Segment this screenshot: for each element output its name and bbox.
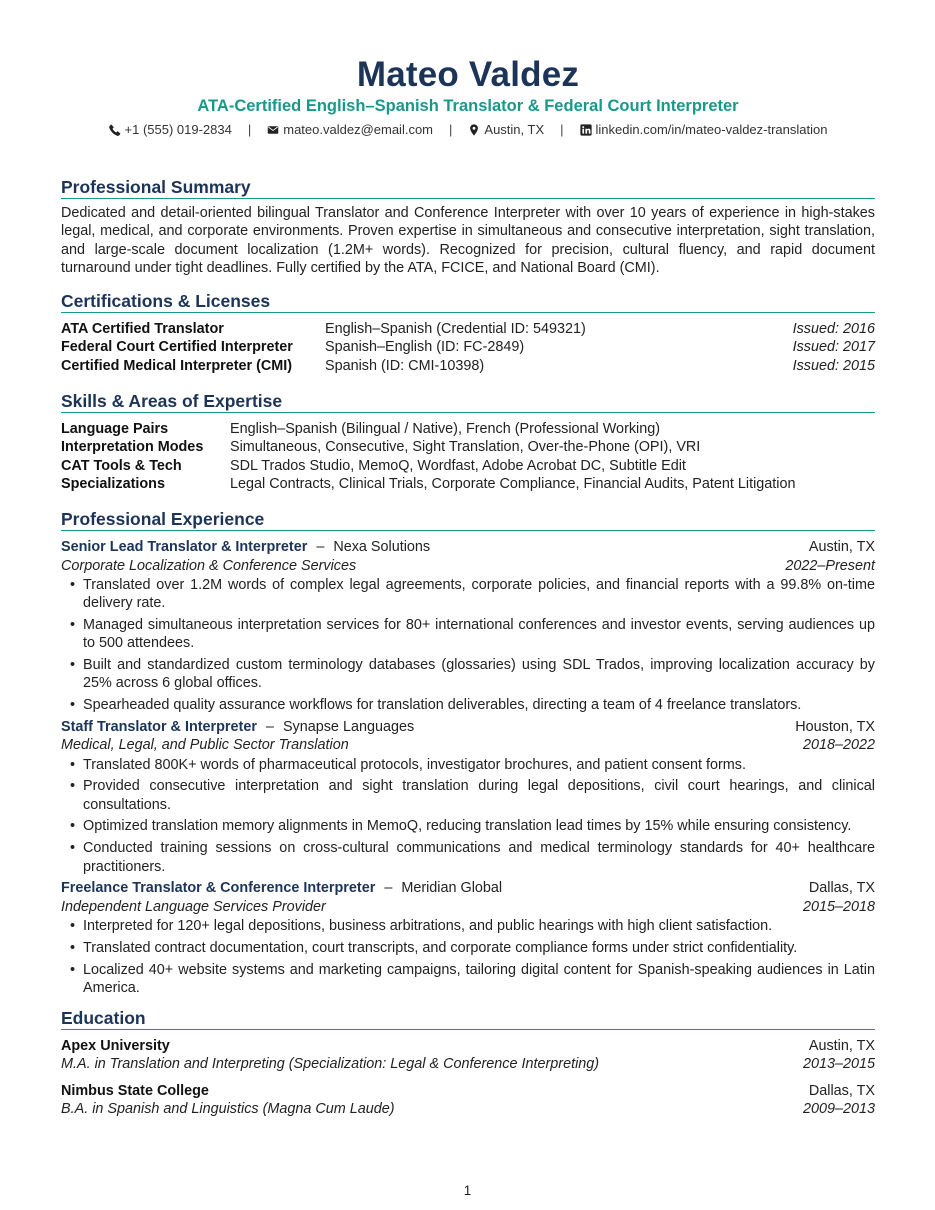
job-company: Meridian Global bbox=[401, 880, 503, 897]
cert-row bbox=[61, 338, 875, 356]
job-entry bbox=[61, 718, 875, 876]
job-dates: 2015–2018 bbox=[802, 898, 875, 915]
job-location: Austin, TX bbox=[808, 539, 875, 556]
contact-separator: | bbox=[247, 122, 252, 137]
cert-row bbox=[61, 357, 875, 375]
contact-separator: | bbox=[449, 122, 453, 137]
education-section bbox=[61, 1008, 875, 1118]
section-title-certifications: Certifications & Licenses bbox=[61, 291, 875, 313]
education-degree: B.A. in Spanish and Linguistics (Magna Cum Laude) bbox=[61, 1100, 395, 1117]
job-subtitle: Corporate Localization & Conference Services bbox=[61, 557, 357, 574]
job-dash: – bbox=[316, 539, 325, 556]
contact-email[interactable] bbox=[267, 122, 433, 138]
education-header bbox=[61, 1037, 875, 1055]
job-bullets bbox=[61, 756, 875, 876]
resume-page bbox=[61, 56, 875, 1118]
skills-table bbox=[61, 420, 875, 493]
job-entry bbox=[61, 538, 875, 714]
skill-row bbox=[61, 420, 875, 438]
cert-detail: Spanish (ID: CMI-10398) bbox=[325, 357, 485, 374]
cert-name: ATA Certified Translator bbox=[61, 321, 224, 338]
skills-section bbox=[61, 391, 875, 493]
job-subheader bbox=[61, 736, 875, 754]
job-bullet: • Translated over 1.2M words of complex legal agreements, corporate policies, and financial reports with a 99.8% on-time delivery rate. bbox=[61, 576, 875, 613]
skill-row bbox=[61, 438, 875, 456]
education-location: Austin, TX bbox=[808, 1038, 875, 1055]
phone-icon bbox=[109, 124, 121, 136]
education-degree: M.A. in Translation and Interpreting (Specialization: Legal & Conference Interpreting) bbox=[61, 1056, 600, 1073]
certifications-section bbox=[61, 291, 875, 375]
cert-name: Certified Medical Interpreter (CMI) bbox=[61, 357, 293, 374]
job-subheader bbox=[61, 898, 875, 916]
cert-issued: Issued: 2016 bbox=[792, 321, 875, 338]
skill-value: English–Spanish (Bilingual / Native), French (Professional Working) bbox=[230, 421, 661, 438]
job-title: Staff Translator & Interpreter bbox=[61, 718, 257, 735]
job-subheader bbox=[61, 557, 875, 575]
envelope-icon bbox=[267, 124, 279, 136]
cert-issued: Issued: 2017 bbox=[792, 339, 875, 356]
phone-text: +1 (555) 019-2834 bbox=[124, 122, 232, 137]
job-subtitle: Independent Language Services Provider bbox=[61, 898, 326, 915]
job-location: Houston, TX bbox=[795, 718, 875, 735]
candidate-tagline: ATA-Certified English–Spanish Translator & Federal Court Interpreter bbox=[197, 97, 739, 115]
education-dates: 2009–2013 bbox=[802, 1100, 875, 1117]
skill-row bbox=[61, 457, 875, 475]
linkedin-icon bbox=[580, 124, 592, 136]
job-header bbox=[61, 538, 875, 556]
skill-label: Language Pairs bbox=[61, 421, 169, 438]
cert-detail: English–Spanish (Credential ID: 549321) bbox=[325, 321, 586, 338]
job-bullet: • Managed simultaneous interpretation services for 80+ international conferences and investor events, serving audiences up to 500 attendees. bbox=[61, 616, 875, 653]
skill-label: CAT Tools & Tech bbox=[61, 457, 182, 474]
education-dates: 2013–2015 bbox=[802, 1056, 875, 1073]
job-company: Nexa Solutions bbox=[333, 539, 431, 556]
section-title-education: Education bbox=[61, 1008, 875, 1030]
contact-phone[interactable] bbox=[109, 122, 232, 138]
education-subheader bbox=[61, 1055, 875, 1073]
skill-value: Legal Contracts, Clinical Trials, Corporate Compliance, Financial Audits, Patent Litigation bbox=[230, 475, 796, 492]
contact-separator: | bbox=[560, 122, 564, 137]
job-bullet: • Translated 800K+ words of pharmaceutical protocols, investigator brochures, and patient consent forms. bbox=[61, 756, 875, 774]
skill-value: SDL Trados Studio, MemoQ, Wordfast, Adobe Acrobat DC, Subtitle Edit bbox=[230, 457, 686, 474]
education-entry bbox=[61, 1082, 875, 1119]
cert-row bbox=[61, 320, 875, 338]
job-title: Senior Lead Translator & Interpreter bbox=[61, 539, 308, 556]
job-bullet: • Built and standardized custom terminology databases (glossaries) using SDL Trados, improving localization accuracy by 25% across 6 global offices. bbox=[61, 656, 875, 693]
cert-name: Federal Court Certified Interpreter bbox=[61, 339, 293, 356]
job-location: Dallas, TX bbox=[808, 880, 875, 897]
page-number: 1 bbox=[463, 1183, 472, 1198]
job-heading bbox=[61, 538, 430, 556]
skill-label: Specializations bbox=[61, 475, 165, 492]
section-title-experience: Professional Experience bbox=[61, 509, 875, 531]
job-bullet: • Spearheaded quality assurance workflows for translation deliverables, directing a team of 4 freelance translators. bbox=[61, 696, 875, 714]
candidate-name: Mateo Valdez bbox=[356, 55, 580, 94]
education-school: Apex University bbox=[61, 1038, 170, 1055]
contact-location bbox=[468, 122, 544, 138]
job-bullet: • Conducted training sessions on cross-cultural communications and medical terminology standards for 40+ healthcare practitioners. bbox=[61, 839, 875, 876]
job-company: Synapse Languages bbox=[282, 718, 415, 735]
job-bullet: • Localized 40+ website systems and marketing campaigns, tailoring digital content for Spanish-speaking audiences in Latin America. bbox=[61, 961, 875, 998]
job-dash: – bbox=[384, 880, 393, 897]
contact-linkedin[interactable] bbox=[580, 122, 828, 138]
job-dates: 2022–Present bbox=[785, 557, 875, 574]
education-school: Nimbus State College bbox=[61, 1082, 209, 1099]
skill-value: Simultaneous, Consecutive, Sight Translation, Over-the-Phone (OPI), VRI bbox=[230, 439, 701, 456]
cert-issued: Issued: 2015 bbox=[792, 357, 875, 374]
job-bullet: • Translated contract documentation, court transcripts, and corporate compliance forms under strict confidentiality. bbox=[61, 939, 875, 957]
skill-label: Interpretation Modes bbox=[61, 439, 204, 456]
job-header bbox=[61, 879, 875, 897]
contact-bar bbox=[61, 122, 875, 138]
job-bullets bbox=[61, 576, 875, 715]
summary-text: Dedicated and detail-oriented bilingual Translator and Conference Interpreter with over 10 years of experience in high-stakes legal, medical, and corporate environments. Proven expertise in simultaneous and consecutive interpretation, sight translation, and large-scale document localization (1.2M+ words). Recognized for precision, cultural fluency, and rapid document turnaround under tight deadlines. Fully certified by the ATA, FCICE, and National Board (CMI). bbox=[61, 205, 875, 276]
job-entry bbox=[61, 879, 875, 997]
education-location: Dallas, TX bbox=[808, 1082, 875, 1099]
job-title: Freelance Translator & Conference Interpreter bbox=[61, 880, 376, 897]
education-subheader bbox=[61, 1100, 875, 1118]
job-bullets bbox=[61, 917, 875, 997]
job-subtitle: Medical, Legal, and Public Sector Translation bbox=[61, 737, 349, 754]
job-bullet: • Optimized translation memory alignments in MemoQ, reducing translation lead times by 15% while ensuring consistency. bbox=[61, 817, 875, 835]
certifications-table bbox=[61, 320, 875, 375]
job-bullet: • Provided consecutive interpretation and sight translation during legal depositions, civil court hearings, and clinical consultations. bbox=[61, 777, 875, 814]
education-entry bbox=[61, 1037, 875, 1074]
section-title-skills: Skills & Areas of Expertise bbox=[61, 391, 875, 413]
section-title-summary: Professional Summary bbox=[61, 177, 875, 199]
job-dates: 2018–2022 bbox=[802, 737, 875, 754]
job-header bbox=[61, 718, 875, 736]
map-pin-icon bbox=[468, 124, 480, 136]
job-dash: – bbox=[265, 718, 274, 735]
experience-section bbox=[61, 509, 875, 997]
job-bullet: • Interpreted for 120+ legal depositions, business arbitrations, and public hearings with high client satisfaction. bbox=[61, 917, 875, 935]
job-heading bbox=[61, 879, 502, 897]
education-header bbox=[61, 1082, 875, 1100]
skill-row bbox=[61, 475, 875, 493]
email-text: mateo.valdez@email.com bbox=[283, 122, 434, 137]
job-heading bbox=[61, 718, 414, 736]
linkedin-text: linkedin.com/in/mateo-valdez-translation bbox=[595, 122, 828, 137]
location-text: Austin, TX bbox=[484, 122, 545, 137]
summary-section bbox=[61, 177, 875, 277]
cert-detail: Spanish–English (ID: FC-2849) bbox=[325, 339, 525, 356]
